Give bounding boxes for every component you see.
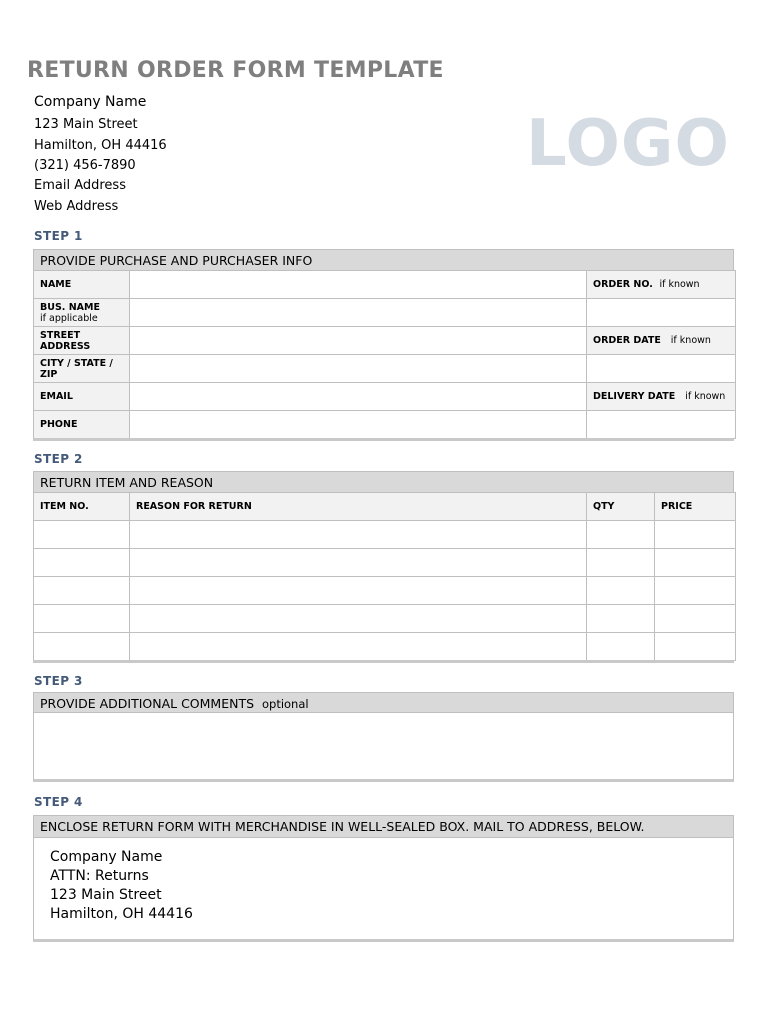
name-field[interactable] [130, 271, 587, 299]
name-label: NAME [34, 271, 130, 299]
qty-cell[interactable] [587, 549, 655, 577]
order-no-label [587, 271, 736, 299]
logo-placeholder: LOGO [526, 107, 730, 181]
step3-header [33, 692, 734, 713]
order-no-hint: if known [659, 279, 700, 290]
step1-bottom-rule [33, 438, 734, 441]
delivery-date-label-text: DELIVERY DATE [593, 391, 676, 402]
phone-label: PHONE [34, 411, 130, 439]
item-no-cell[interactable] [34, 605, 130, 633]
company-name: Company Name [34, 94, 147, 110]
comments-field[interactable] [33, 712, 734, 782]
table-row [34, 521, 736, 549]
delivery-date-hint: if known [685, 391, 726, 402]
table-row [34, 577, 736, 605]
mail-street: 123 Main Street [50, 887, 162, 903]
company-phone: (321) 456-7890 [34, 158, 136, 173]
bus-name-field[interactable] [130, 299, 587, 327]
reason-cell[interactable] [130, 577, 587, 605]
email-field[interactable] [130, 383, 587, 411]
qty-cell[interactable] [587, 605, 655, 633]
order-date-hint: if known [670, 335, 711, 346]
step4-header: ENCLOSE RETURN FORM WITH MERCHANDISE IN WELL-SEALED BOX. MAIL TO ADDRESS, BELOW. [33, 815, 734, 838]
item-no-header: ITEM NO. [34, 493, 130, 521]
company-web: Web Address [34, 199, 119, 214]
price-cell[interactable] [655, 605, 736, 633]
qty-cell[interactable] [587, 633, 655, 661]
qty-cell[interactable] [587, 521, 655, 549]
item-no-cell[interactable] [34, 633, 130, 661]
page-title: RETURN ORDER FORM TEMPLATE [27, 58, 444, 83]
bus-name-label [34, 299, 130, 327]
step3-header-text: PROVIDE ADDITIONAL COMMENTS [40, 696, 255, 711]
price-cell[interactable] [655, 577, 736, 605]
mail-company-name: Company Name [50, 849, 163, 865]
reason-cell[interactable] [130, 521, 587, 549]
item-no-cell[interactable] [34, 577, 130, 605]
city-state-zip-label: CITY / STATE / ZIP [34, 355, 130, 383]
mail-address [50, 848, 193, 924]
bus-name-hint: if applicable [40, 312, 98, 324]
mail-attn: ATTN: Returns [50, 868, 149, 884]
company-street: 123 Main Street [34, 117, 138, 132]
price-header: PRICE [655, 493, 736, 521]
street-address-field[interactable] [130, 327, 587, 355]
purchaser-info-table [33, 270, 736, 439]
company-email: Email Address [34, 178, 126, 193]
reason-cell[interactable] [130, 633, 587, 661]
order-date-label-text: ORDER DATE [593, 335, 661, 346]
company-city: Hamilton, OH 44416 [34, 138, 167, 153]
step3-optional-hint: optional [261, 697, 309, 711]
reason-cell[interactable] [130, 549, 587, 577]
step1-header: PROVIDE PURCHASE AND PURCHASER INFO [33, 249, 734, 271]
email-label: EMAIL [34, 383, 130, 411]
step4-label: STEP 4 [34, 795, 83, 809]
table-row [34, 605, 736, 633]
price-cell[interactable] [655, 521, 736, 549]
step1-label: STEP 1 [34, 229, 83, 243]
street-address-label: STREET ADDRESS [34, 327, 130, 355]
table-row [34, 633, 736, 661]
step2-header: RETURN ITEM AND REASON [33, 471, 734, 493]
delivery-date-field[interactable] [587, 411, 736, 439]
order-date-field[interactable] [587, 355, 736, 383]
step2-label: STEP 2 [34, 452, 83, 466]
step3-label: STEP 3 [34, 674, 83, 688]
price-cell[interactable] [655, 549, 736, 577]
return-items-table [33, 492, 736, 661]
bus-name-label-text: BUS. NAME [40, 301, 100, 313]
order-date-label [587, 327, 736, 355]
reason-header: REASON FOR RETURN [130, 493, 587, 521]
mail-city: Hamilton, OH 44416 [50, 906, 193, 922]
price-cell[interactable] [655, 633, 736, 661]
order-no-field[interactable] [587, 299, 736, 327]
item-no-cell[interactable] [34, 521, 130, 549]
qty-cell[interactable] [587, 577, 655, 605]
table-row [34, 549, 736, 577]
step2-bottom-rule [33, 660, 734, 663]
city-state-zip-field[interactable] [130, 355, 587, 383]
item-no-cell[interactable] [34, 549, 130, 577]
qty-header: QTY [587, 493, 655, 521]
delivery-date-label [587, 383, 736, 411]
order-no-label-text: ORDER NO. [593, 279, 653, 290]
phone-field[interactable] [130, 411, 587, 439]
reason-cell[interactable] [130, 605, 587, 633]
